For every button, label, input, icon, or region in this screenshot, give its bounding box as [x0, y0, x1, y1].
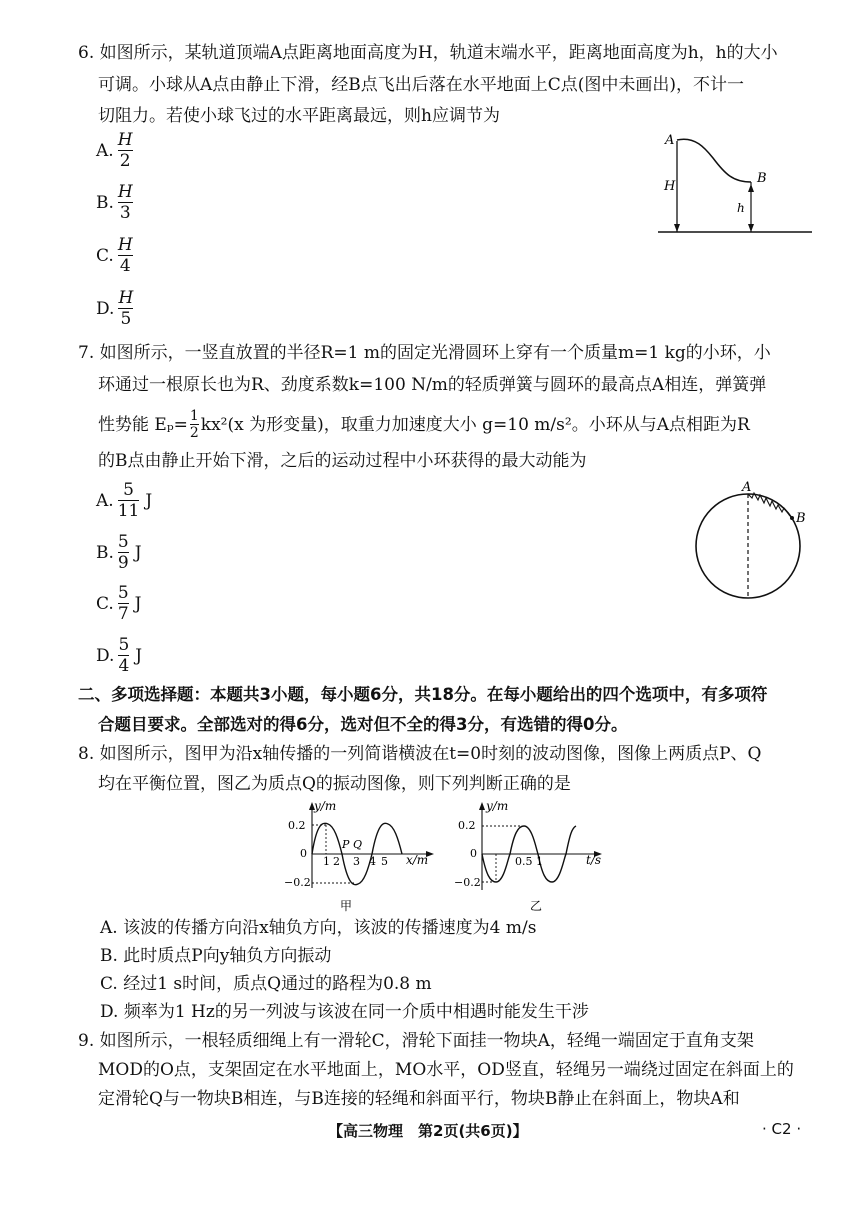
x-axis-label: x/m [406, 853, 429, 867]
fraction-denominator: 11 [117, 501, 140, 521]
x-tick: 1 [323, 855, 330, 868]
option-label: A. [96, 490, 114, 511]
option-label: C. [96, 593, 114, 614]
y-tick: −0.2 [454, 876, 481, 889]
section-2-line-1: 二、多项选择题：本题共3小题，每小题6分，共18分。在每小题给出的四个选项中，有多项符 [78, 685, 768, 704]
fraction-denominator: 7 [117, 604, 129, 624]
q8-option-d[interactable]: D. 频率为1 Hz的另一列波与该波在同一介质中相遇时能发生干涉 [100, 1002, 589, 1022]
graph-caption: 甲 [340, 899, 353, 913]
q8-line-2: 均在平衡位置，图乙为质点Q的振动图像，则下列判断正确的是 [98, 774, 571, 794]
fraction-denominator: 2 [119, 151, 131, 171]
fraction-numerator: H [117, 182, 133, 202]
fraction-numerator: H [117, 130, 133, 150]
x-tick: 1 [536, 855, 543, 868]
fraction-denominator: 3 [119, 203, 131, 223]
x-tick: 2 [333, 855, 340, 868]
option-label: C. [96, 245, 114, 266]
point-b-label: B [796, 511, 806, 526]
fraction-numerator: 5 [117, 532, 129, 552]
fraction-denominator: 4 [119, 256, 131, 276]
point-a-label: A [665, 133, 675, 148]
height-h-label: H [664, 179, 676, 194]
point-p-label: P [342, 838, 350, 851]
fraction-denominator: 5 [120, 309, 132, 329]
y-axis-label: y/m [314, 799, 337, 813]
q7-option-b[interactable] [96, 532, 142, 573]
x-tick: 4 [369, 855, 376, 868]
q7-ring-figure [692, 476, 812, 602]
point-b-label: B [757, 171, 767, 186]
unit-label: J [145, 490, 153, 511]
q7-line-4: 的B点由静止开始下滑，之后的运动过程中小环获得的最大动能为 [98, 451, 587, 471]
option-label: D. [96, 645, 115, 666]
q6-option-c[interactable] [96, 235, 133, 276]
page-code: · C2 · [762, 1120, 802, 1138]
fraction-denominator: 9 [117, 553, 129, 573]
q8-line-1: 8. 如图所示，图甲为沿x轴传播的一列简谐横波在t=0时刻的波动图像，图像上两质点P、Q [78, 744, 762, 764]
y-tick: 0 [470, 847, 477, 860]
fraction-numerator: 5 [118, 635, 130, 655]
q9-line-1: 9. 如图所示，一根轻质细绳上有一滑轮C，滑轮下面挂一物块A，轻绳一端固定于直角支架 [78, 1031, 754, 1051]
fraction-numerator: H [117, 235, 133, 255]
y-tick: 0 [300, 847, 307, 860]
fraction-numerator: H [118, 288, 134, 308]
wave-graph-jia [282, 798, 442, 914]
energy-formula-suffix: kx²(x 为形变量)，取重力加速度大小 g=10 m/s²。小环从与A点相距为R [200, 414, 750, 435]
q6-line-2: 可调。小球从A点由静止下滑，经B点飞出后落在水平地面上C点(图中未画出)，不计一 [98, 75, 745, 95]
q6-line-1: 6. 如图所示，某轨道顶端A点距离地面高度为H，轨道末端水平，距离地面高度为h，h的大小 [78, 43, 778, 63]
unit-label: J [134, 593, 142, 614]
fraction-numerator: 5 [117, 583, 129, 603]
q7-option-a[interactable] [96, 480, 152, 521]
unit-label: J [134, 542, 142, 563]
q7-line-3 [98, 408, 750, 441]
x-tick: 5 [381, 855, 388, 868]
y-tick: −0.2 [284, 876, 311, 889]
q6-track-figure [655, 128, 815, 240]
fraction-denominator: 4 [118, 656, 130, 676]
q7-option-d[interactable] [96, 635, 142, 676]
y-tick: 0.2 [458, 819, 476, 832]
option-label: D. [96, 298, 115, 319]
graph-caption: 乙 [530, 899, 543, 913]
page-footer: 【高三物理 第2页(共6页)】 [328, 1122, 528, 1140]
fraction-numerator: 1 [189, 408, 199, 424]
y-tick: 0.2 [288, 819, 306, 832]
fraction-denominator: 2 [189, 425, 199, 441]
q9-line-3: 定滑轮Q与一物块B相连，与B连接的轻绳和斜面平行，物块B静止在斜面上，物块A和 [98, 1089, 740, 1109]
energy-formula-prefix: 性势能 Eₚ= [98, 414, 188, 435]
q6-option-d[interactable] [96, 288, 133, 329]
height-small-h-label: h [737, 201, 745, 215]
q9-line-2: MOD的O点，支架固定在水平地面上，MO水平，OD竖直，轻绳另一端绕过固定在斜面上的 [98, 1060, 794, 1080]
q6-option-a[interactable] [96, 130, 133, 171]
unit-label: J [135, 645, 143, 666]
option-label: B. [96, 542, 114, 563]
q8-option-b[interactable]: B. 此时质点P向y轴负方向振动 [100, 946, 332, 966]
vibration-graph-yi [452, 798, 612, 914]
x-tick: 3 [353, 855, 360, 868]
q7-option-c[interactable] [96, 583, 141, 624]
x-tick: 0.5 [515, 855, 533, 868]
option-label: A. [96, 140, 114, 161]
q8-option-a[interactable]: A. 该波的传播方向沿x轴负方向，该波的传播速度为4 m/s [100, 918, 537, 938]
section-2-line-2: 合题目要求。全部选对的得6分，选对但不全的得3分，有选错的得0分。 [98, 715, 628, 734]
point-a-label: A [742, 480, 752, 495]
q7-line-2: 环通过一根原长也为R、劲度系数k=100 N/m的轻质弹簧与圆环的最高点A相连，弹簧弹 [98, 375, 767, 395]
x-axis-label: t/s [586, 853, 602, 867]
fraction-numerator: 5 [123, 480, 134, 500]
y-axis-label: y/m [486, 799, 509, 813]
q8-option-c[interactable]: C. 经过1 s时间，质点Q通过的路程为0.8 m [100, 974, 432, 994]
option-label: B. [96, 192, 114, 213]
q6-line-3: 切阻力。若使小球飞过的水平距离最远，则h应调节为 [98, 106, 500, 126]
point-q-label: Q [353, 838, 363, 851]
q7-line-1: 7. 如图所示，一竖直放置的半径R=1 m的固定光滑圆环上穿有一个质量m=1 kg的小环，小 [78, 343, 771, 363]
q6-option-b[interactable] [96, 182, 133, 223]
